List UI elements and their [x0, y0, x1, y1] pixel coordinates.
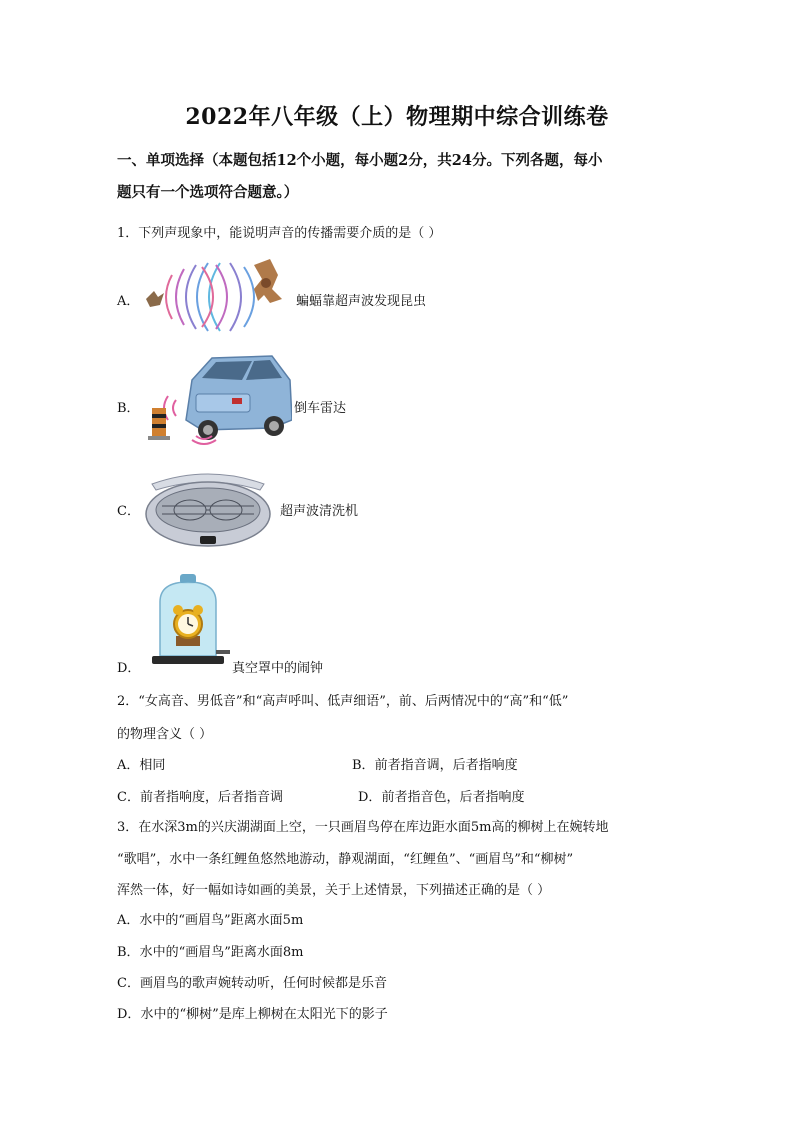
q1-option-a-letter: A．: [117, 294, 140, 309]
section-heading-line1: 一、单项选择（本题包括12个小题，每小题2分，共24分。下列各题，每小: [117, 152, 603, 169]
q2-option-c-letter: C．: [117, 790, 140, 805]
q3-option-a: [117, 909, 303, 928]
q2-option-c-text: 前者指响度，后者指音调: [139, 790, 283, 805]
q2-option-b-letter: B．: [352, 758, 375, 773]
section-heading: [117, 145, 687, 209]
q2-option-c: [117, 786, 283, 805]
q1-option-a-text: 蝙蝠靠超声波发现昆虫: [296, 294, 427, 309]
q1-option-c-text: 超声波清洗机: [280, 504, 359, 519]
q3-option-d-letter: D．: [117, 1007, 141, 1022]
q2-option-d: [358, 786, 524, 805]
q3-option-b: [117, 941, 303, 960]
q2-option-a-text: 相同: [139, 758, 166, 773]
q3-option-a-letter: A．: [117, 913, 140, 928]
q3-option-c-text: 画眉鸟的歌声婉转动听，任何时候都是乐音: [139, 976, 387, 991]
q3-option-c-letter: C．: [117, 976, 140, 991]
ultrasonic-cleaner-icon: [142, 468, 274, 556]
q1-option-b-letter: B．: [117, 401, 140, 416]
q1-option-d-letter: D．: [117, 661, 141, 676]
q1-option-b-text: 倒车雷达: [294, 401, 347, 416]
q1-option-c-letter: C．: [117, 504, 140, 519]
q2-option-b-text: 前者指音调，后者指响度: [374, 758, 518, 773]
q2-stem-line2: 的物理含义（ ）: [117, 727, 213, 742]
q3-option-a-text: 水中的“画眉鸟”距离水面5m: [139, 913, 304, 928]
q3-option-d: [117, 1003, 388, 1022]
q3-option-c: [117, 972, 387, 991]
q2-option-d-letter: D．: [358, 790, 382, 805]
q3-stem-line1: 3．在水深3m的兴庆湖湖面上空，一只画眉鸟停在库边距水面5m高的柳树上在婉转地: [117, 820, 609, 835]
q1-stem: 1．下列声现象中，能说明声音的传播需要介质的是（ ）: [117, 226, 442, 241]
q2-option-d-text: 前者指音色，后者指响度: [381, 790, 525, 805]
q3-option-b-letter: B．: [117, 945, 140, 960]
q1-option-d-text: 真空罩中的闹钟: [232, 661, 324, 676]
q3-option-b-text: 水中的“画眉鸟”距离水面8m: [139, 945, 304, 960]
bell-jar-alarm-clock-icon: [146, 572, 230, 668]
car-reverse-radar-icon: [142, 350, 292, 445]
q3-stem-line3: 浑然一体，好一幅如诗如画的美景，关于上述情景，下列描述正确的是（ ）: [117, 883, 551, 898]
q2-stem-line1: 2．“女高音、男低音”和“高声呼叫、低声细语”，前、后两情况中的“高”和“低”: [117, 694, 569, 709]
bat-ultrasound-icon: [142, 255, 292, 340]
page-title: 2022年八年级（上）物理期中综合训练卷: [185, 104, 609, 130]
section-heading-line2: 题只有一个选项符合题意。）: [117, 184, 299, 201]
q3-option-d-text: 水中的“柳树”是库上柳树在太阳光下的影子: [140, 1007, 388, 1022]
q2-option-a: [117, 754, 165, 773]
q2-option-b: [352, 754, 518, 773]
q3-stem-line2: “歌唱”，水中一条红鲤鱼悠然地游动，静观湖面，“红鲤鱼”、“画眉鸟”和“柳树”: [117, 852, 574, 867]
q2-option-a-letter: A．: [117, 758, 140, 773]
